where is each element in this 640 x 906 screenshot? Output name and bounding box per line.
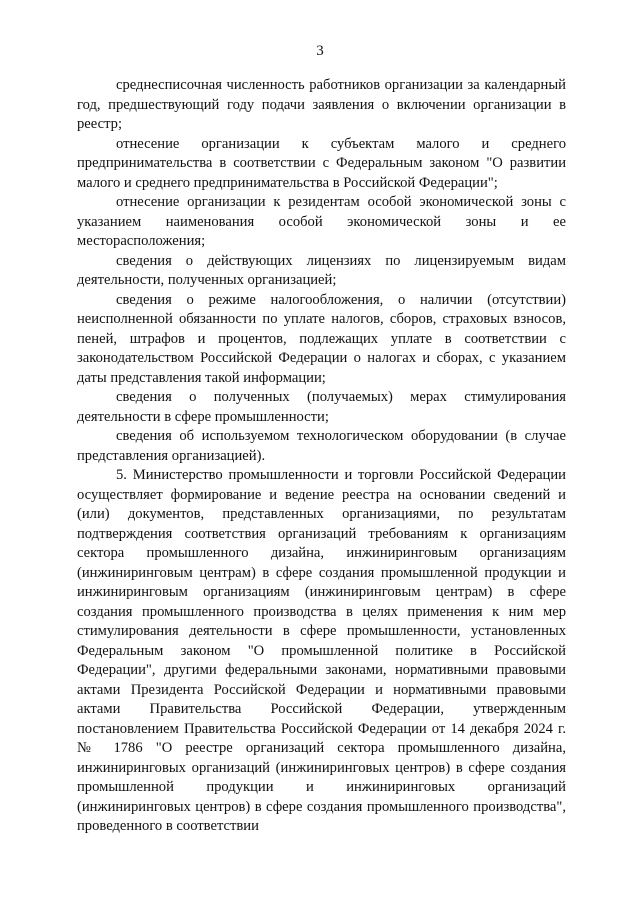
paragraph-licenses: сведения о действующих лицензиях по лицензируемым видам деятельности, полученных организацией;	[77, 252, 566, 288]
document-body	[77, 76, 566, 837]
paragraph-small-medium-business: отнесение организации к субъектам малого и среднего предпринимательства в соответствии с Федеральным законом "О развитии малого и среднего предпринимательства в Российской Федерации";	[77, 135, 566, 191]
paragraph-average-headcount: среднесписочная численность работников организации за календарный год, предшествующий году подачи заявления о включении организации в реестр;	[77, 77, 566, 132]
page-number: 3	[316, 43, 324, 59]
paragraph-support-measures: сведения о полученных (получаемых) мерах стимулирования деятельности в сфере промышленности;	[77, 389, 566, 425]
paragraph-special-economic-zone: отнесение организации к резидентам особой экономической зоны с указанием наименования особой экономической зоны и ее месторасположения;	[77, 194, 566, 249]
paragraph-tax-regime: сведения о режиме налогообложения, о наличии (отсутствии) неисполненной обязанности по уплате налогов, сборов, страховых взносов, пеней, штрафов и процентов, подлежащих уплате в соответствии с законодательством Российской Федерации о налогах и сборах, с указанием даты представления такой информации;	[77, 291, 566, 386]
paragraph-section-5: 5. Министерство промышленности и торговли Российской Федерации осуществляет формирование и ведение реестра на основании сведений и (или) документов, представленных организациями, по результатам подтверждения соответствия организаций требованиям к организациям сектора промышленного дизайна, инжиниринговым организациям (инжиниринговым центрам) в сфере создания промышленной продукции и инжиниринговым организациям (инжиниринговым центрам) в сфере создания промышленного производства в целях применения к ним мер стимулирования деятельности в сфере промышленности, установленных Федеральным законом "О промышленной политике в Российской Федерации", другими федеральными законами, нормативными правовыми актами Президента Российской Федерации и нормативными правовыми актами Правительства Российской Федерации, утвержденным постановлением Правительства Российской Федерации от 14 декабря 2024 г. № 1786 "О реестре организаций сектора промышленного дизайна, инжиниринговых организаций (инжиниринговых центров) в сфере создания промышленной продукции и инжиниринговых организаций (инжиниринговых центров) в сфере создания промышленного производства", проведенного в соответствии	[77, 467, 566, 834]
paragraph-equipment: сведения об используемом технологическом оборудовании (в случае представления организацией).	[77, 428, 566, 464]
